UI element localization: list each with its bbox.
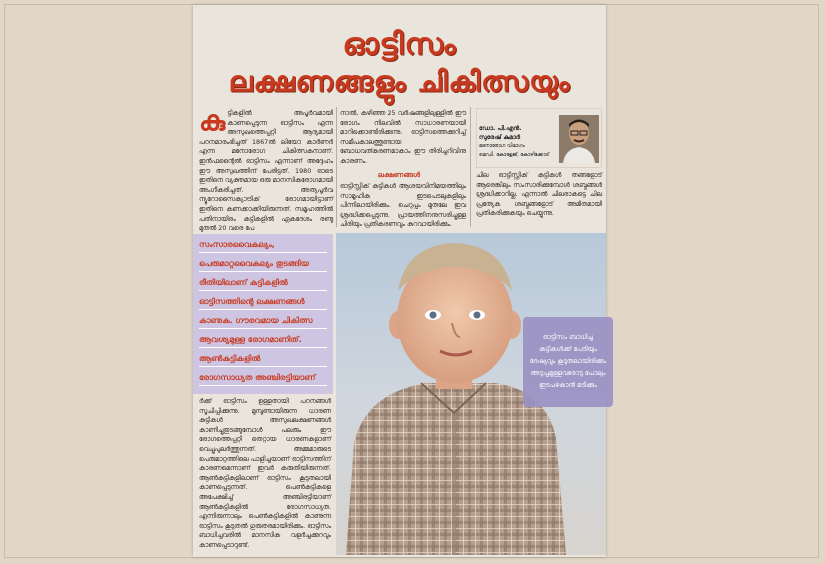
newspaper-clipping (193, 5, 606, 557)
callout-line: കുട്ടികൾക്ക് പേടിയും (539, 345, 597, 353)
pull-quote-line: പെരുമാറ്റവൈകല്യം തുടങ്ങിയ (199, 257, 327, 272)
dropcap: കു (199, 104, 226, 137)
byline-text (479, 125, 557, 159)
pull-quote-line: കാണുക. ഗൗരവമായ ചികിത്സ (199, 314, 327, 329)
author-institution: മെഡി. കോളേജ്, കോഴിക്കോട് (479, 151, 550, 158)
callout-line: അടുപ്പമുള്ളവരോടു പോലും (530, 369, 606, 377)
pull-quote (193, 234, 333, 394)
column-divider (470, 107, 471, 227)
pull-quote-line: സംസാരവൈകല്യം, (199, 238, 327, 253)
callout-text (528, 331, 608, 391)
pull-quote-line: രോഗസാധ്യത അഞ്ചിരട്ടിയാണ് (199, 371, 327, 386)
article-column-1-lower: ർക്ക് ഓട്ടിസം ഉള്ളതായി പഠനങ്ങൾ സൂചിപ്പിക്കുന്നു. മുമ്പുണ്ടായിരുന്ന ധാരണ കുട്ടികൾ അസുഖലക്ഷണങ്ങൾ കാണിച്ചുതുടങ്ങുമ്പോൾ പലരും ഈ രോഗത്തെപ്പറ്റി തെറ്റായ ധാരണകളാണ് വെച്ചുപുലർത്തുന്നത്. അമ്മമാരുടെ പെരുമാറ്റത്തിലെ പാളിച്ചയാണ് ഓട്ടിസത്തിന് കാരണമെന്നാണ് ഇവർ കരുതിയിരുന്നത്. ആൺകുട്ടികളിലാണ് ഓട്ടിസം കൂടുതലായി കാണപ്പെടുന്നത്. പെൺകുട്ടികളെ അപേക്ഷിച്ച് അഞ്ചിരട്ടിയാണ് ആൺകുട്ടികളിൽ രോഗസാധ്യത. എന്നിരുന്നാലും പെൺകുട്ടികളിൽ കാണുന്ന ഓട്ടിസം കൂടുതൽ ഗുരുതരമായിരിക്കും. ഓട്ടിസം ബാധിച്ചവരിൽ മാനസിക വളർച്ചക്കുറവും കാണപ്പെടാറുണ്ട്. (199, 397, 331, 549)
section-subhead: ലക്ഷണങ്ങൾ (377, 171, 421, 179)
column-1-text: ട്ടികളിൽ അപൂർവമായി കാണപ്പെടുന്ന ഓട്ടിസം എന്ന അസുഖത്തെപ്പറ്റി ആദ്യമായി പഠനമാരംഭിച്ചത് 1867ൽ ലിയോ കാർണർ എന്ന മനോരോഗ ചികിത്സകനാണ്. ഇൻഫന്റൈൽ ഓട്ടിസം എന്നാണ് അദ്ദേഹം ഈ അസുഖത്തിന് പേരിട്ടത്. 1980 ഓടെ ഇതിനെ വ്യക്തമായ ഒരു മാനസികരോഗമായി അംഗീകരിച്ചത്. അത്യപൂർവ ന്യൂറോസൈക്യാട്രിക് രോഗമായിട്ടാണ് ഇതിനെ കണക്കാക്കിയിരുന്നത്. സമൂഹത്തിൽ പതിനായിരം കുട്ടികളിൽ ഏകദേശം രണ്ടു മുതൽ 20 വരെ പേ (199, 109, 333, 233)
callout-box (523, 317, 613, 407)
pull-quote-line: രീതിയിലാണ് കുട്ടികളിൽ (199, 276, 327, 291)
author-name-line2: സുരേഷ് കുമാർ (479, 133, 521, 141)
author-photo (559, 115, 599, 163)
callout-line: ദേഷ്യവും കൂടുതലായിരിക്കും (529, 357, 607, 365)
pull-quote-line: ആവശ്യമുള്ള രോഗമാണിത്. (199, 333, 327, 348)
author-name-line1: ഡോ. പി.എൻ. (479, 125, 522, 132)
article-column-2-lower: ഓട്ടിസ്റ്റിക് കുട്ടികൾ ആശയവിനിമയത്തിലും സാമൂഹിക ഇടപെടലുകളിലും പിന്നിലായിരിക്കും. ചെറുപ്പം മുതലേ ഇവ ശ്രദ്ധിക്കപ്പെടുന്നു. പ്രായത്തിനനുസരിച്ചുള്ള ചിരിയും പ്രതികരണവും കുറവായിരിക്കും. (340, 182, 466, 229)
headline-subtitle: ലക്ഷണങ്ങളും ചികിത്സയും (228, 65, 571, 98)
article-column-2: നാൽ, കഴിഞ്ഞ 25 വർഷങ്ങളിലുള്ളിൽ ഈ രോഗം നിലവിൽ സാധാരണയായി മാറിക്കൊണ്ടിരിക്കുന്നു. ഓട്ടിസത്തെക്കുറിച്ച് സമീപകാലത്തുണ്ടായ ബോധവത്കരണമാകാം ഈ തിരിച്ചറിവിനു കാരണം. (340, 109, 466, 165)
article-column-1 (199, 104, 333, 233)
author-department: മനോരോഗ വിഭാഗം (479, 143, 525, 149)
callout-line: ഓട്ടിസം ബാധിച്ച (543, 333, 593, 341)
pull-quote-line: ഓട്ടിസത്തിന്റെ ലക്ഷണങ്ങൾ (199, 295, 327, 310)
pull-quote-line: ആൺകുട്ടികളിൽ (199, 352, 327, 367)
column-divider (336, 107, 337, 227)
author-byline (476, 108, 602, 168)
callout-line: ഇടപഴകാൻ മടിക്കും (539, 381, 597, 389)
article-column-3: ചില ഓട്ടിസ്റ്റിക് കുട്ടികൾ തങ്ങളോട് ആരെങ്കിലും സംസാരിക്കുമ്പോൾ ശബ്ദങ്ങൾ ശ്രദ്ധിക്കാറില്ല. എന്നാൽ ചിലരാകട്ടെ ചില പ്രത്യേക ശബ്ദങ്ങളോട് അമിതമായി പ്രതികരിക്കുകയും ചെയ്യുന്നു. (476, 171, 602, 218)
headline-title: ഓട്ടിസം (342, 27, 457, 62)
